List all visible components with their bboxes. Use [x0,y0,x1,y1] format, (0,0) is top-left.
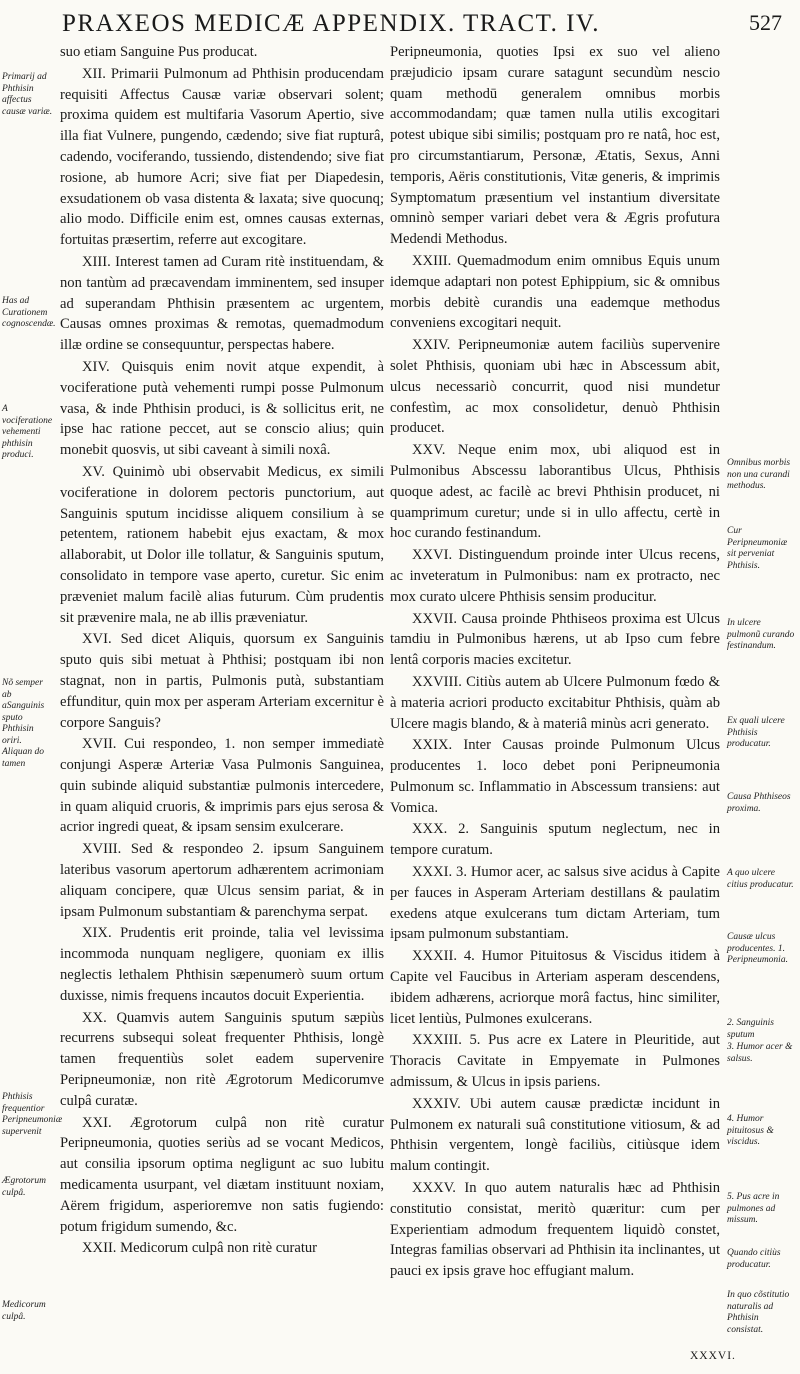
paragraph: XII. Primarii Pulmonum ad Phthisin producendam requisiti Affectus Causæ variæ observari solent; proxima quidem est multifaria Vasorum Apertio, sive illa fiat Vulnere, pungendo, cædendo; sive fiat rupturâ, cadendo, vociferando, tussiendo, distendendo; sive fiat rosione, ab humore Acri; sive fiat per Diapedesin, exsudationem ob vasa distenta & laxata; sive quocunq; alio modo. Difficile enim est, omnes causas externas, fortuitas præsertim, referre aut excogitare. [60,65,384,249]
paragraph: XXXII. 4. Humor Pituitosus & Viscidus itidem à Capite vel Faucibus in Arteriam asperam descendens, ibidem adhærens, acriorque morâ factus, hinc similiter, licet lentiùs, Pulmones exulcerans. [390,948,720,1027]
margin-note: Has ad Curationem cognoscendæ. [2,296,56,329]
right-column [390,42,720,1283]
paragraph: XVII. Cui respondeo, 1. non semper immediatè conjungi Asperæ Arteriæ Vasa Pulmonis Sanguinea, quin subinde aliquid substantiæ pulmonis intercedere, in quam aliquid cruoris, & imprimis pars ejus serosa & acrior ingredi queat, & ipsam sensim exulcerare. [60,736,384,836]
paragraph: XXIV. Peripneumoniæ autem faciliùs supervenire solet Phthisis, quoniam ubi hæc in Abscessum abit, ulcus necessariò concurrit, quod nisi mundetur confestìm, ac mox consolidetur, denuò Phthisin producet. [390,337,720,437]
paragraph: Peripneumonia, quoties Ipsi ex suo vel alieno præjudicio ipsam curare satagunt secundùm nescio quam methodū generalem omnibus morbis accommodandam; quæ tamen nulla utilis excogitari potest ubique sibi similis; postquam pro re natâ, hoc est, pro circumstantiarum, Personæ, Ætatis, Sexus, Anni temporis, Aëris constitutionis, Vitæ generis, & imprimis Symptomatum præsentium vel instantium diversitate omninò semper variari debet vera & Ægris profutura Medendi Methodus. [390,44,720,248]
paragraph: XXV. Neque enim mox, ubi aliquod est in Pulmonibus Abscessu laborantibus Ulcus, Phthisis quoque adest, ac facilè ac brevi Phthisin producet, ni quamprimum curetur; unde si in ullo affectu, certè in hoc curando festinandum. [390,442,720,542]
paragraph: XX. Quamvis autem Sanguinis sputum sæpiùs recurrens subsequi soleat frequenter Phthisis, longè tamen frequentiùs solet eadem supervenire Peripneumoniæ, non ritè Ægrotorum Medicorumve culpâ curatæ. [60,1009,384,1109]
page-number: 527 [749,10,782,35]
paragraph: suo etiam Sanguine Pus producat. [60,44,258,60]
margin-note: Quando citiùs producatur. [727,1248,781,1270]
margin-note: Medicorum culpâ. [2,1300,46,1322]
margin-note: A quo ulcere citius producatur. [727,868,794,890]
paragraph: XXXV. In quo autem naturalis hæc ad Phthisin constitutio consistat, meritò quæritur: cum per Experientiam admodum frequentem liquidò constet, Integras familias observari ad Phthisin ita inclinantes, ut pauci ex ipsis grave hoc effugiant malum. [390,1180,720,1280]
margin-note: A vociferatione vehementi phthisin produci. [2,404,53,460]
margin-note: Cur Peripneumoniæ sit perveniat Phthisis. [727,526,788,571]
paragraph: XIX. Prudentis erit proinde, talia vel levissima incommoda nunquam negligere, quoniam ex illis neglectis lethalem Phthisin sæpenumerò suum ortum duxisse, nimis frequens incautos docuit Experientia. [60,925,384,1004]
margin-note: In quo cõstitutio naturalis ad Phthisin consistat. [727,1290,790,1335]
paragraph: XVI. Sed dicet Aliquis, quorsum ex Sanguinis sputo quis sibi metuat à Phthisi; postquam ibi non stagnat, non in partis, Pulmonis putà, substantiam effunditur, quin mox per asperam Arteriam excernitur è corpore Sanguis? [60,631,384,731]
margin-note: Ægrotorum culpâ. [2,1176,46,1198]
margin-note: Causæ ulcus producentes. 1. Peripneumonia. [727,932,788,965]
paragraph: XIV. Quisquis enim novit atque expendit, à vociferatione putà vehementi rumpi posse Pulmonum vasa, & inde Phthisin produci, is & sollicitus erit, ne ipse hac ratione peccet, aut se conscio alius; quin monebit quosvis, ut sibi caveant à simili noxâ. [60,358,384,459]
paragraph: XXIII. Quemadmodum enim omnibus Equis unum idemque adaptari non potest Ephippium, sic & omnibus morbis debitè curandis una eademque methodus conveniens excogitari nequit. [390,252,720,332]
margin-note: 4. Humor pituitosus & viscidus. [727,1114,774,1147]
paragraph: XXIX. Inter Causas proinde Pulmonum Ulcus producentes 1. loco debet poni Peripneumonia Pulmonum sc. Inflammatio in Abscessum transiens: aut Vomica. [390,737,720,816]
left-column [60,42,384,1260]
paragraph: XXVI. Distinguendum proinde inter Ulcus recens, ac inveteratum in Pulmonibus: nam ex protracto, nec mox curato ulcere Phthisis sensim producitur. [390,547,720,605]
margin-note: Ex quali ulcere Phthisis producatur. [727,716,785,749]
paragraph: XIII. Interest tamen ad Curam ritè instituendam, & non tantùm ad præcavendam imminentem, sed insuper ad superandam Phthisin præsentem ac urgentem, Causas omnes proximas & remotas, quemadmodum illæ ordine se consequuntur, perspectas habere. [60,253,384,354]
margin-note: Phthisis frequentior Peripneumoniæ supervenit [2,1092,63,1137]
page-header [62,10,782,40]
paragraph: XXXIII. 5. Pus acre ex Latere in Pleuritide, aut Thoracis Cavitate in Empyemate in Pulmones admissum, & Ulcus in ipsis pariens. [390,1032,720,1091]
paragraph: XXXIV. Ubi autem causæ prædictæ incidunt in Pulmonem ex naturali suâ constitutione vitiosum, & ad Phthisin vergentem, longè faciliùs, citiùsque idem malum contingit. [390,1095,720,1175]
margin-note: 3. Humor acer & salsus. [727,1042,793,1064]
running-title: PRAXEOS MEDICÆ APPENDIX. TRACT. IV. [62,10,600,37]
margin-note: Nõ semper ab aSanguinis sputo Phthisin oriri. Aliquan do tamen [2,678,45,769]
paragraph: XVIII. Sed & respondeo 2. ipsum Sanguinem lateribus vasorum apertorum adhærentem acrimoniam aliquam concipere, quæ Ulcus sensim pariat, & in ipsam Pulmonum substantiam & parenchyma serpat. [60,841,384,920]
paragraph: XXI. Ægrotorum culpâ non ritè curatur Peripneumonia, quoties seriùs ad se vocant Medicos, aut consilia ipsorum optima negligunt ac suo lubitu medicamenta usurpant, vel diætam instituunt noxiam, Aërem frigidum, asperioremve non satis fugiendo: potum frigidum sumendo, &c. [60,1114,384,1235]
paragraph: XV. Quinimò ubi observabit Medicus, ex simili vociferatione in dolorem pectoris punctorium, aut Sanguinis sputum incidisse aliquem consilium à se petentem, rationem habebit ejus exactam, & mox allaborabit, ut Dolor ille tollatur, & Sanguinis sputum, consolidato in tempore vase aperto, curetur. Sic enim præveniet malum facilè alias futurum. Cùm prudentis sit prævenire mala, ne ab illis præveniatur. [60,463,384,626]
catchword: XXXVI. [690,1350,736,1362]
margin-note: Primarij ad Phthisin affectus causæ variæ. [2,72,53,117]
margin-note: Causa Phthiseos proxima. [727,792,791,814]
margin-note: 5. Pus acre in pulmones ad missum. [727,1192,780,1225]
margin-note: 2. Sanguinis sputum [727,1018,774,1040]
paragraph: XXXI. 3. Humor acer, ac salsus sive acidus à Capite per fauces in Asperam Arteriam destillans & paulatim exedens atque exulcerans tum dictam Arteriam, tum ipsam pulmonum substantiam. [390,864,720,943]
margin-note: Omnibus morbis non una curandi methodus. [727,458,791,491]
paragraph: XXVII. Causa proinde Phthiseos proxima est Ulcus tamdiu in Pulmonibus hærens, ut ab Ipso cum febre lentâ corporis macies excitetur. [390,610,720,669]
paragraph: XXX. 2. Sanguinis sputum neglectum, nec in tempore curatum. [390,821,720,859]
paragraph: XXII. Medicorum culpâ non ritè curatur [82,1240,318,1257]
paragraph: XXVIII. Citiùs autem ab Ulcere Pulmonum fœdo & à materia acriori producto excitabitur Phthisis, quàm ab Ulcere magis blando, & à materiâ minùs acri generato. [390,673,720,732]
margin-note: In ulcere pulmonũ curando festinandum. [727,618,795,651]
